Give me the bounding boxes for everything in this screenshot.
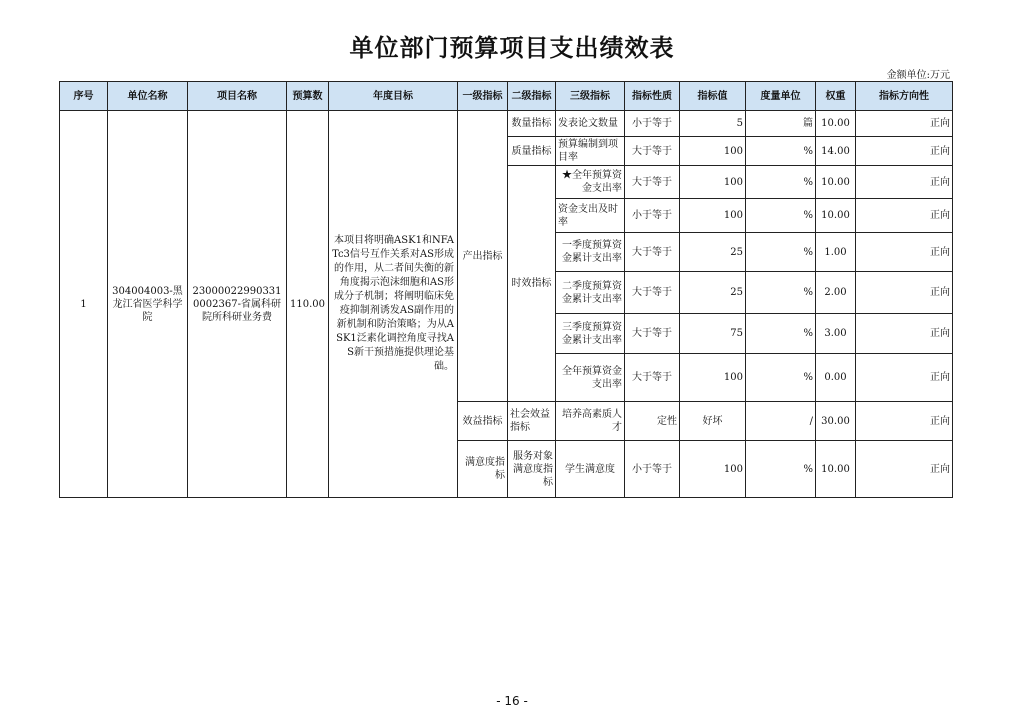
- direction-cell: 正向: [856, 233, 953, 272]
- header-level1: 一级指标: [458, 82, 508, 111]
- header-row: [60, 82, 953, 111]
- level1-benefit: 效益指标: [458, 402, 508, 441]
- nature-cell: 大于等于: [625, 314, 680, 354]
- weight-cell: 10.00: [816, 199, 856, 233]
- header-budget: 预算数: [287, 82, 329, 111]
- nature-cell: 定性: [625, 402, 680, 441]
- header-project-name: 项目名称: [188, 82, 287, 111]
- level1-satisfaction: 满意度指标: [458, 441, 508, 498]
- nature-cell: 大于等于: [625, 354, 680, 402]
- level1-output: 产出指标: [458, 111, 508, 402]
- level3-cell: 三季度预算资金累计支出率: [556, 314, 625, 354]
- value-cell: 好坏: [680, 402, 746, 441]
- level3-cell: 一季度预算资金累计支出率: [556, 233, 625, 272]
- measure-unit-cell: %: [746, 272, 816, 314]
- direction-cell: 正向: [856, 354, 953, 402]
- nature-cell: 大于等于: [625, 272, 680, 314]
- value-cell: 75: [680, 314, 746, 354]
- level2-quantity: 数量指标: [508, 111, 556, 137]
- direction-cell: 正向: [856, 402, 953, 441]
- value-cell: 100: [680, 441, 746, 498]
- level3-cell: 发表论文数量: [556, 111, 625, 137]
- value-cell: 5: [680, 111, 746, 137]
- value-cell: 25: [680, 272, 746, 314]
- weight-cell: 3.00: [816, 314, 856, 354]
- header-level3: 三级指标: [556, 82, 625, 111]
- value-cell: 100: [680, 137, 746, 166]
- weight-cell: 2.00: [816, 272, 856, 314]
- header-level2: 二级指标: [508, 82, 556, 111]
- level2-quality: 质量指标: [508, 137, 556, 166]
- nature-cell: 小于等于: [625, 199, 680, 233]
- header-value: 指标值: [680, 82, 746, 111]
- seq-cell: 1: [60, 111, 108, 498]
- value-cell: 100: [680, 354, 746, 402]
- nature-cell: 大于等于: [625, 137, 680, 166]
- weight-cell: 10.00: [816, 166, 856, 199]
- level3-cell: 全年预算资金支出率: [556, 354, 625, 402]
- annual-goal-cell: 本项目将明确ASK1和NFATc3信号互作关系对AS形成的作用，从二者间失衡的新角度揭示泡沫细胞和AS形成分子机制；将阐明临床免疫抑制剂诱发AS副作用的新机制和防治策略；为从ASK1泛素化调控角度寻找AS新干预措施提供理论基础。: [329, 111, 458, 498]
- direction-cell: 正向: [856, 137, 953, 166]
- measure-unit-cell: 篇: [746, 111, 816, 137]
- weight-cell: 0.00: [816, 354, 856, 402]
- measure-unit-cell: %: [746, 199, 816, 233]
- header-seq: 序号: [60, 82, 108, 111]
- nature-cell: 大于等于: [625, 166, 680, 199]
- level3-cell: ★全年预算资金支出率: [556, 166, 625, 199]
- level2-timeliness: 时效指标: [508, 166, 556, 402]
- header-measure-unit: 度量单位: [746, 82, 816, 111]
- header-annual-goal: 年度目标: [329, 82, 458, 111]
- nature-cell: 大于等于: [625, 233, 680, 272]
- level3-cell: 二季度预算资金累计支出率: [556, 272, 625, 314]
- header-nature: 指标性质: [625, 82, 680, 111]
- weight-cell: 10.00: [816, 111, 856, 137]
- level3-cell: 预算编制到项目率: [556, 137, 625, 166]
- value-cell: 100: [680, 199, 746, 233]
- direction-cell: 正向: [856, 441, 953, 498]
- measure-unit-cell: %: [746, 137, 816, 166]
- table-row: [60, 111, 953, 137]
- nature-cell: 小于等于: [625, 441, 680, 498]
- weight-cell: 1.00: [816, 233, 856, 272]
- weight-cell: 10.00: [816, 441, 856, 498]
- performance-table: [59, 81, 953, 498]
- header-direction: 指标方向性: [856, 82, 953, 111]
- weight-cell: 14.00: [816, 137, 856, 166]
- direction-cell: 正向: [856, 111, 953, 137]
- project-name-cell: 230000229903310002367-省属科研院所科研业务费: [188, 111, 287, 498]
- measure-unit-cell: %: [746, 166, 816, 199]
- unit-name-cell: 304004003-黑龙江省医学科学院: [108, 111, 188, 498]
- weight-cell: 30.00: [816, 402, 856, 441]
- level3-cell: 学生满意度: [556, 441, 625, 498]
- level3-cell: 资金支出及时率: [556, 199, 625, 233]
- direction-cell: 正向: [856, 272, 953, 314]
- level2-service-satisfaction: 服务对象满意度指标: [508, 441, 556, 498]
- value-cell: 100: [680, 166, 746, 199]
- page-number: - 16 -: [496, 694, 528, 708]
- direction-cell: 正向: [856, 166, 953, 199]
- measure-unit-cell: %: [746, 233, 816, 272]
- measure-unit-cell: %: [746, 314, 816, 354]
- budget-cell: 110.00: [287, 111, 329, 498]
- page-title: 单位部门预算项目支出绩效表: [349, 34, 675, 62]
- measure-unit-cell: %: [746, 441, 816, 498]
- direction-cell: 正向: [856, 314, 953, 354]
- measure-unit-cell: /: [746, 402, 816, 441]
- direction-cell: 正向: [856, 199, 953, 233]
- measure-unit-cell: %: [746, 354, 816, 402]
- value-cell: 25: [680, 233, 746, 272]
- header-weight: 权重: [816, 82, 856, 111]
- level2-social-benefit: 社会效益指标: [508, 402, 556, 441]
- level3-cell: 培养高素质人才: [556, 402, 625, 441]
- nature-cell: 小于等于: [625, 111, 680, 137]
- amount-unit-note: 金额单位:万元: [886, 70, 950, 81]
- header-unit-name: 单位名称: [108, 82, 188, 111]
